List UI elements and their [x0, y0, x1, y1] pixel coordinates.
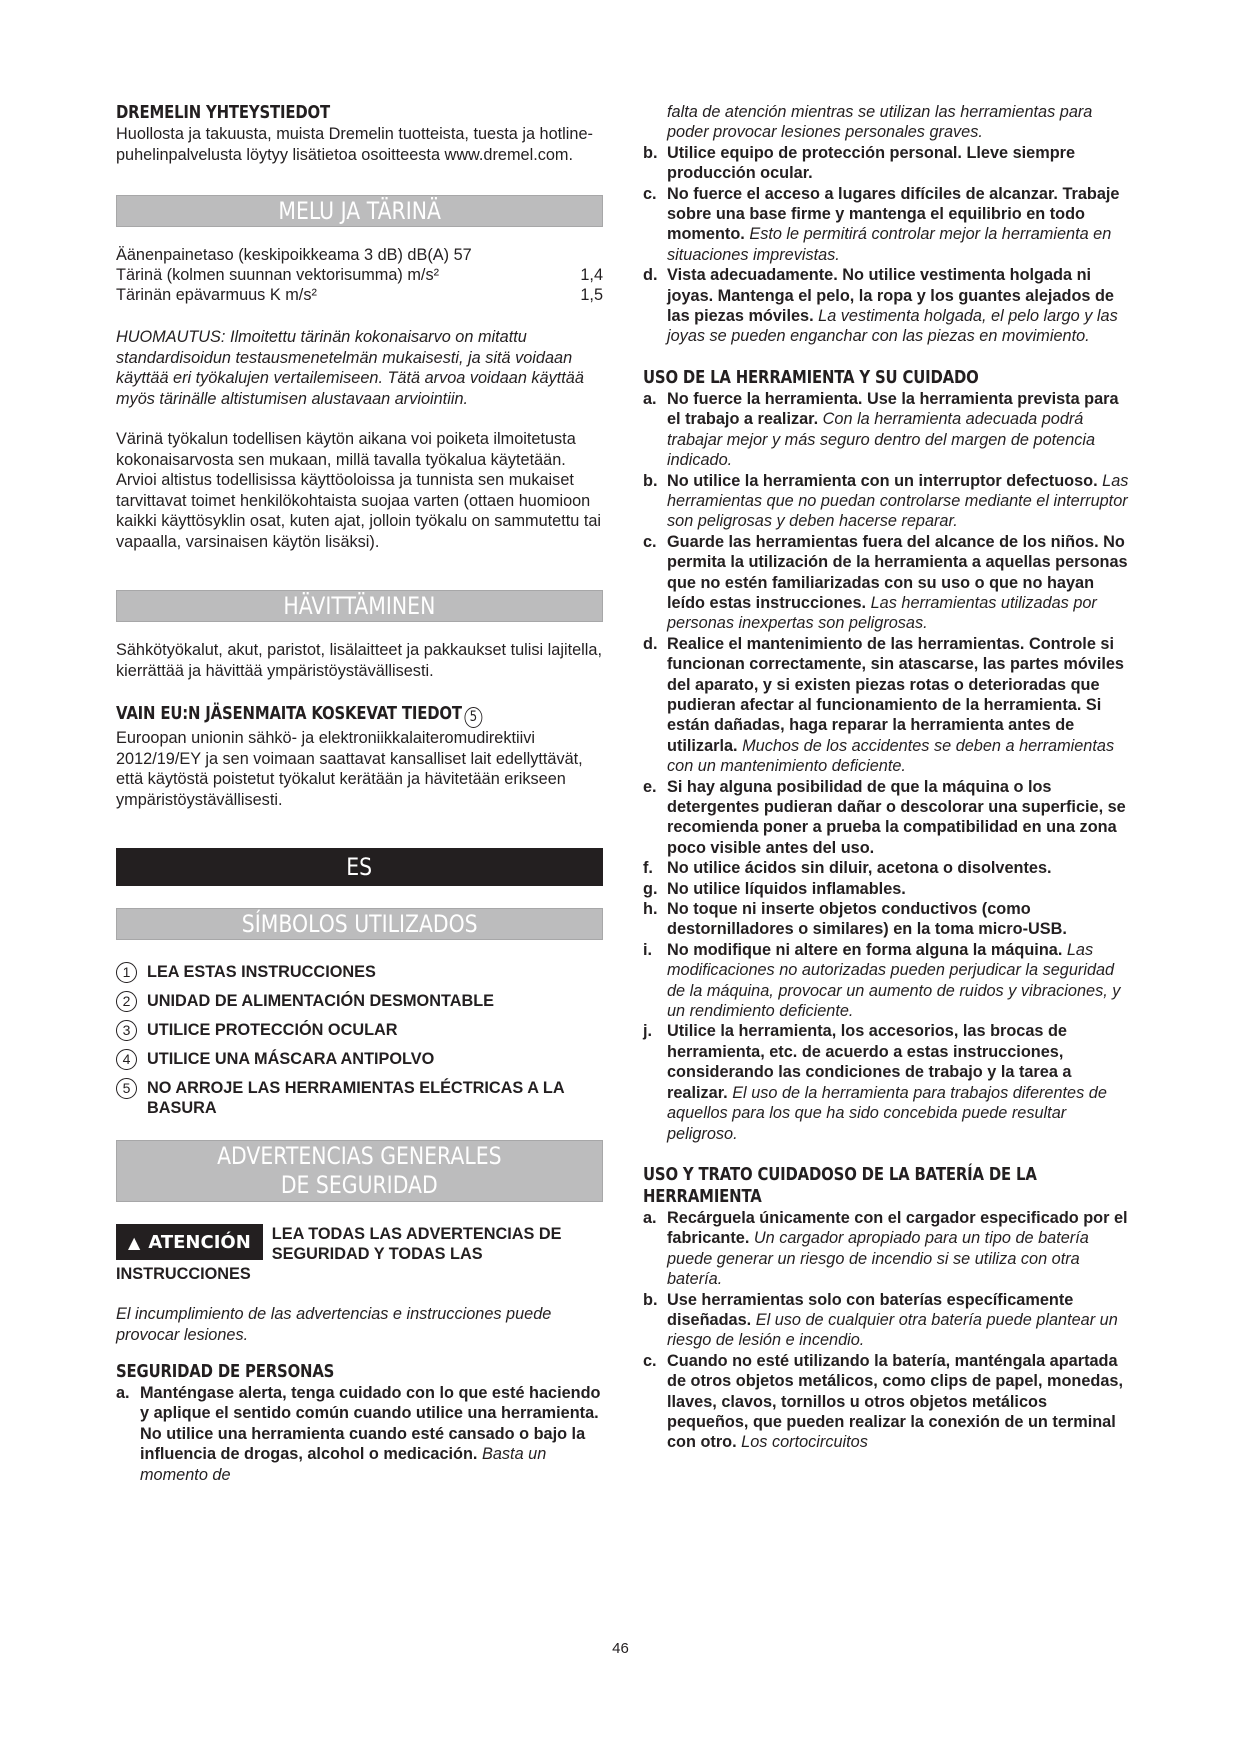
left-column [116, 102, 603, 1485]
symbol-text: UTILICE UNA MÁSCARA ANTIPOLVO [147, 1050, 435, 1068]
symbol-item [116, 991, 603, 1012]
eu-heading-text: VAIN EU:N JÄSENMAITA KOSKEVAT TIEDOT [116, 704, 462, 724]
symbol-text: UNIDAD DE ALIMENTACIÓN DESMONTABLE [147, 992, 495, 1010]
item-italic-text: Los cortocircuitos [741, 1433, 868, 1452]
warnings-band-line-2: DE SEGURIDAD [281, 1171, 438, 1199]
list-marker: a. [643, 1208, 657, 1227]
list-item [643, 777, 1130, 859]
item-italic-text: El uso de la herramienta para trabajos diferentes de aquellos para los que ha sido concebida puede resultar peligroso. [667, 1083, 1107, 1143]
symbol-item [116, 1020, 603, 1041]
item-bold-text: No fuerce el acceso a lugares difíciles de alcanzar. Trabaje sobre una base firme y mantenga el equilibrio en todo momento. [667, 184, 1120, 244]
attention-label: ATENCIÓN [148, 1231, 251, 1253]
attention-text-continued: INSTRUCCIONES [116, 1265, 251, 1283]
symbol-number: 2 [116, 991, 137, 1012]
list-marker: f. [643, 859, 653, 878]
item-italic-text: Las modificaciones no autorizadas pueden perjudicar la seguridad de la máquina, provocar un aumento de ruidos y vibraciones, y un rendimiento deficiente. [667, 940, 1121, 1021]
list-item [643, 265, 1130, 347]
attention-badge [116, 1224, 263, 1260]
eu-text: Euroopan unionin sähkö- ja elektroniikkalaiteromudirektiivi 2012/19/EY ja sen voimaan saattavat kansalliset lait edellyttävät, että käytöstä poistetut työkalut kerätään ja hävitetään erikseen ympäristöystävällisesti. [116, 729, 583, 809]
noise-row [116, 265, 603, 285]
warning-triangle-icon: ▲ [128, 1232, 141, 1252]
symbols-band-title: SÍMBOLOS UTILIZADOS [241, 910, 478, 938]
warning-note: El incumplimiento de las advertencias e instrucciones puede provocar lesiones. [116, 1305, 552, 1344]
item-bold-text: No toque ni inserte objetos conductivos (como destornilladores o similares) en la toma micro-USB. [667, 900, 1067, 939]
item-bold-text: Guarde las herramientas fuera del alcance de los niños. No permita la utilización de la herramienta a aquellas personas que no estén familiarizadas con su uso o que no hayan leído estas instrucciones. [667, 532, 1128, 612]
item-bold-text: No utilice la herramienta con un interruptor defectuoso. [667, 471, 1098, 490]
symbol-item [116, 1049, 603, 1070]
item-italic-text: Un cargador apropiado para un tipo de batería puede generar un riesgo de incendio si se utiliza con otra batería. [667, 1229, 1089, 1289]
noise-row [116, 245, 603, 265]
disposal-band [116, 590, 603, 622]
symbol-number: 1 [116, 962, 137, 983]
symbol-text: NO ARROJE LAS HERRAMIENTAS ELÉCTRICAS A LA BASURA [147, 1079, 564, 1117]
disposal-text: Sähkötyökalut, akut, paristot, lisälaitteet ja pakkaukset tulisi lajitella, kierrättää ja hävittää ympäristöystävällisesti. [116, 641, 602, 680]
list-item [643, 858, 1130, 878]
item-bold-text: Utilice la herramienta, los accesorios, las brocas de herramienta, etc. de acuerdo a estas instrucciones, considerando las condiciones de trabajo y la tarea a realizar. [667, 1022, 1072, 1102]
symbol-text: UTILICE PROTECCIÓN OCULAR [147, 1021, 398, 1039]
list-marker: e. [643, 777, 657, 796]
list-marker: d. [643, 266, 658, 285]
item-italic-text: Con la herramienta adecuada podrá trabajar mejor y más seguro dentro del margen de potencia indicado. [667, 410, 1096, 470]
symbol-number: 5 [116, 1078, 137, 1099]
list-marker: i. [643, 940, 653, 959]
noise-band-title: MELU JA TÄRINÄ [278, 197, 441, 225]
list-item [643, 143, 1130, 184]
noise-row-label: Äänenpainetaso (keskipoikkeama 3 dB) dB(A) 57 [116, 246, 472, 264]
list-marker: d. [643, 634, 658, 653]
contact-text: Huollosta ja takuusta, muista Dremelin tuotteista, tuesta ja hotline-puhelinpalvelusta löytyy lisätietoa osoitteesta www.dremel.com. [116, 125, 593, 164]
item-italic-text: Las herramientas utilizadas por personas inexpertas son peligrosas. [667, 593, 1097, 633]
list-item [643, 899, 1130, 940]
item-bold-text: No fuerce la herramienta. Use la herramienta prevista para el trabajo a realizar. [667, 389, 1119, 429]
item-bold-text: No utilice líquidos inflamables. [667, 879, 906, 898]
list-marker: c. [643, 184, 657, 203]
item-bold-text: Utilice equipo de protección personal. Lleve siempre producción ocular. [667, 143, 1076, 183]
right-column [643, 102, 1130, 1453]
list-item [643, 940, 1130, 1022]
noise-row-label: Tärinän epävarmuus K m/s² [116, 286, 317, 304]
list-item [643, 389, 1130, 471]
noise-row-value: 1,4 [580, 266, 603, 284]
list-item [643, 879, 1130, 899]
list-item [116, 1383, 603, 1485]
item-bold-text: Cuando no esté utilizando la batería, manténgala apartada de otros objetos metálicos, como clips de papel, monedas, llaves, clavos, tornillos u otros objetos metálicos pequeños, que pueden realizar la conexión de un terminal con otro. [667, 1351, 1123, 1452]
list-item [643, 1351, 1130, 1453]
symbol-item [116, 1078, 603, 1118]
list-marker: g. [643, 879, 658, 898]
item-bold-text: No utilice ácidos sin diluir, acetona o disolventes. [667, 859, 1052, 878]
list-item [643, 532, 1130, 634]
symbol-item [116, 962, 603, 983]
list-marker: b. [643, 471, 658, 490]
personal-safety-heading: SEGURIDAD DE PERSONAS [116, 1362, 335, 1382]
tool-use-heading: USO DE LA HERRAMIENTA Y SU CUIDADO [643, 367, 979, 388]
noise-row [116, 285, 603, 305]
item-italic-text: Muchos de los accidentes se deben a herramientas con un mantenimiento deficiente. [667, 736, 1115, 776]
list-item [643, 471, 1130, 532]
list-item-continued [643, 102, 1130, 143]
list-marker: c. [643, 1351, 657, 1370]
item-italic-text: Basta un momento de [140, 1445, 547, 1484]
list-item [643, 634, 1130, 777]
warnings-band [116, 1140, 603, 1202]
list-marker: a. [116, 1384, 130, 1402]
attention-text: LEA TODAS LAS ADVERTENCIAS DE SEGURIDAD Y TODAS LAS [271, 1225, 562, 1263]
list-marker: b. [643, 143, 658, 162]
list-marker: j. [643, 1022, 653, 1041]
list-item [643, 1021, 1130, 1143]
symbol-text: LEA ESTAS INSTRUCCIONES [147, 963, 376, 981]
contact-heading: DREMELIN YHTEYSTIEDOT [116, 103, 331, 123]
item-bold-text: Vista adecuadamente. No utilice vestimenta holgada ni joyas. Mantenga el pelo, la ropa y los guantes alejados de las piezas móviles. [667, 266, 1114, 326]
disposal-band-title: HÄVITTÄMINEN [283, 592, 436, 620]
noise-row-value: 1,5 [580, 286, 603, 304]
continuation-text: falta de atención mientras se utilizan las herramientas para poder provocar lesiones personales graves. [667, 103, 1093, 142]
noise-row-label: Tärinä (kolmen suunnan vektorisumma) m/s² [116, 266, 440, 284]
warnings-band-line-1: ADVERTENCIAS GENERALES [217, 1142, 502, 1170]
noise-band [116, 195, 603, 227]
noise-table [116, 245, 603, 305]
symbols-list [116, 962, 603, 1118]
item-bold-text: Si hay alguna posibilidad de que la máquina o los detergentes pudieran dañar o descolorar una superficie, se recomienda poner a prueba la compatibilidad en una zona poco visible antes del uso. [667, 777, 1126, 857]
item-bold-text: Manténgase alerta, tenga cuidado con lo que esté haciendo y aplique el sentido común cuando utilice una herramienta. No utilice una herramienta cuando esté cansado o bajo la influencia de drogas, alcohol o medicación. [140, 1384, 601, 1464]
item-italic-text: La vestimenta holgada, el pelo largo y las joyas se pueden enganchar con las piezas en movimiento. [667, 307, 1118, 346]
list-marker: h. [643, 900, 658, 919]
list-item [643, 1208, 1130, 1290]
item-bold-text: Realice el mantenimiento de las herramientas. Controle si funcionan correctamente, sin atascarse, las partes móviles del aparato, y si existen piezas rotas o deterioradas que pudieran afectar al funcionamiento de la herramienta. Si están dañadas, haga reparar la herramienta antes de utilizarla. [667, 634, 1124, 755]
eu-marker: 5 [464, 707, 482, 728]
item-bold-text: Recárguela únicamente con el cargador especificado por el fabricante. [667, 1208, 1128, 1248]
list-marker: c. [643, 532, 657, 551]
item-italic-text: Las herramientas que no puedan controlarse mediante el interruptor son peligrosas y deben hacerse reparar. [667, 471, 1129, 531]
symbol-number: 4 [116, 1049, 137, 1070]
attention-block [116, 1224, 603, 1264]
noise-note: HUOMAUTUS: Ilmoitettu tärinän kokonaisarvo on mitattu standardisoidun testausmenetelmän mukaisesti, ja sitä voidaan käyttää eri työkalujen vertailemiseen. Tätä arvoa voidaan käyttää myös tärinälle altistumisen alustavaan arviointiin. [116, 328, 584, 408]
list-item [643, 1290, 1130, 1351]
eu-heading [116, 703, 530, 728]
item-italic-text: Esto le permitirá controlar mejor la herramienta en situaciones imprevistas. [667, 225, 1112, 264]
item-bold-text: Use herramientas solo con baterías específicamente diseñadas. [667, 1290, 1074, 1329]
symbol-number: 3 [116, 1020, 137, 1041]
battery-heading: USO Y TRATO CUIDADOSO DE LA BATERÍA DE LA HERRAMIENTA [643, 1164, 1037, 1207]
item-italic-text: El uso de cualquier otra batería puede plantear un riesgo de lesión e incendio. [667, 1310, 1118, 1350]
language-band-title: ES [346, 853, 373, 881]
language-band [116, 848, 603, 886]
list-marker: b. [643, 1290, 658, 1309]
page-number: 46 [612, 1640, 629, 1657]
list-marker: a. [643, 389, 657, 408]
noise-text: Värinä työkalun todellisen käytön aikana voi poiketa ilmoitetusta kokonaisarvosta sen mukaan, millä tavalla työkalua käytetään. Arvioi altistus todellisissa käyttöoloissa ja tunnista sen mukaiset tarvittavat toimet henkilökohtaista suojaa varten (ottaen huomioon kaikki käyttösyklin osat, kuten ajat, jolloin työkalu on sammutettu tai vapaalla, varsinaisen käytön lisäksi). [116, 430, 602, 551]
item-bold-text: No modifique ni altere en forma alguna la máquina. [667, 940, 1063, 959]
symbols-band [116, 908, 603, 940]
list-item [643, 184, 1130, 266]
